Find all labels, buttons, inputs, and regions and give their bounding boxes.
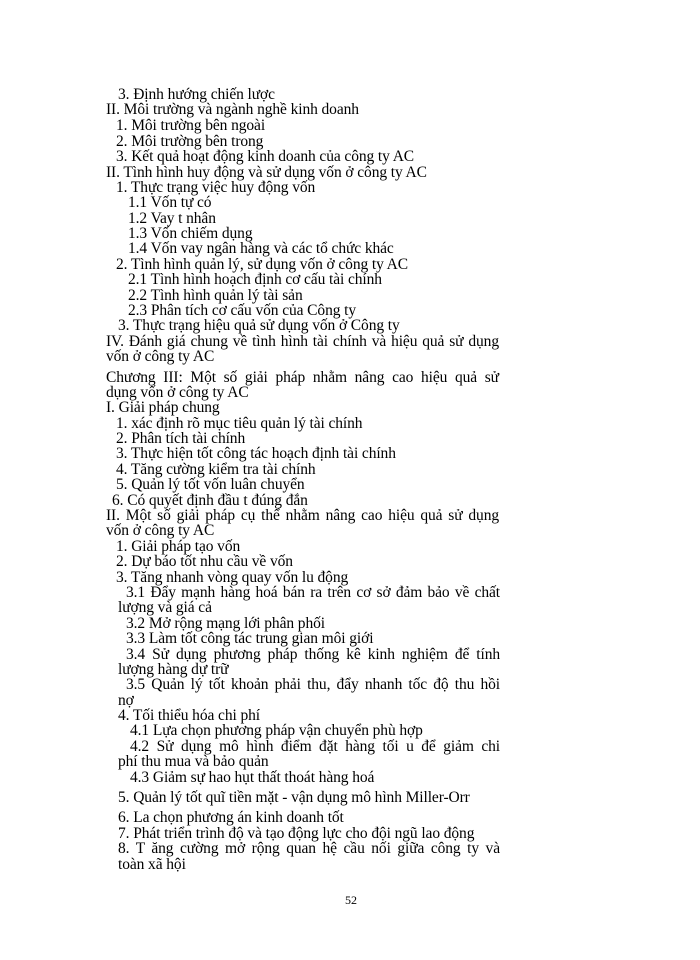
toc-line: 1. Giải pháp tạo vốn bbox=[116, 538, 241, 555]
toc-line: 4.1 Lựa chọn phương pháp vận chuyển phù hợp bbox=[130, 722, 423, 739]
toc-heading-cont: vốn ở công ty AC bbox=[106, 348, 215, 365]
toc-heading: II. Môi trường và ngành nghề kinh doanh bbox=[106, 101, 359, 118]
toc-line: 2.1 Tình hình hoạch định cơ cấu tài chính bbox=[128, 271, 382, 288]
toc-line: 2.3 Phân tích cơ cấu vốn của Công ty bbox=[128, 302, 357, 319]
toc-line-cont: phí thu mua và bảo quản bbox=[118, 753, 269, 770]
toc-line: 3. Kết quả hoạt động kinh doanh của công ty AC bbox=[116, 148, 415, 165]
toc-line: 2. Tình hình quản lý, sử dụng vốn ở công ty AC bbox=[116, 256, 409, 273]
toc-line: 3.1 Đẩy mạnh hàng hoá bán ra trên cơ sở đảm bảo về chất bbox=[126, 584, 500, 601]
toc-line: 1.3 Vốn chiếm dụng bbox=[128, 225, 253, 242]
toc-line: 4. Tăng cường kiểm tra tài chính bbox=[116, 461, 316, 478]
toc-line: 1.2 Vay t nhân bbox=[128, 210, 216, 227]
toc-line: 1. Môi trường bên ngoài bbox=[116, 117, 266, 134]
toc-heading-cont: vốn ở công ty AC bbox=[106, 522, 215, 539]
toc-heading: IV. Đánh giá chung về tình hình tài chính và hiệu quả sử dụng bbox=[106, 333, 499, 350]
toc-line: 4.3 Giảm sự hao hụt thất thoát hàng hoá bbox=[130, 769, 375, 786]
toc-heading: II. Tình hình huy động và sử dụng vốn ở công ty AC bbox=[106, 164, 427, 181]
toc-heading: II. Một số giải pháp cụ thể nhằm nâng cao hiệu quả sử dụng bbox=[106, 507, 499, 524]
toc-line: 5. Quản lý tốt quĩ tiền mặt - vận dụng mô hình Miller-Orr bbox=[118, 789, 470, 806]
toc-line: 3.5 Quản lý tốt khoản phải thu, đẩy nhanh tốc độ thu hồi bbox=[126, 676, 500, 693]
toc-heading: I. Giải pháp chung bbox=[106, 399, 220, 416]
toc-line-cont: toàn xã hội bbox=[118, 856, 186, 873]
chapter-heading-cont: dụng vốn ở công ty AC bbox=[106, 384, 249, 401]
toc-line: 3. Thực hiện tốt công tác hoạch định tài chính bbox=[116, 445, 396, 462]
toc-line: 3.2 Mở rộng mạng lới phân phối bbox=[126, 615, 325, 632]
toc-line: 1.1 Vốn tự có bbox=[128, 194, 212, 211]
toc-line: 3. Định hướng chiến lược bbox=[118, 86, 275, 103]
toc-line: 1.4 Vốn vay ngân hàng và các tổ chức khác bbox=[128, 240, 394, 257]
toc-line: 2. Dự báo tốt nhu cầu về vốn bbox=[116, 553, 293, 570]
toc-line: 6. Có quyết định đầu t đúng đắn bbox=[112, 492, 308, 509]
toc-line: 8. T ăng cường mở rộng quan hệ cầu nối giữa công ty và bbox=[118, 840, 500, 857]
toc-line: 3. Thực trạng hiệu quả sử dụng vốn ở Công ty bbox=[118, 317, 400, 334]
toc-line: 4. Tối thiểu hóa chi phí bbox=[118, 707, 260, 724]
toc-line: 1. xác định rõ mục tiêu quản lý tài chính bbox=[116, 415, 363, 432]
toc-line: 3. Tăng nhanh vòng quay vốn lu động bbox=[116, 569, 349, 586]
toc-line: 6. La chọn phương án kinh doanh tốt bbox=[118, 809, 344, 826]
toc-line: 3.4 Sử dụng phương pháp thống kê kinh nghiệm để tính bbox=[126, 646, 500, 663]
chapter-heading: Chương III: Một số giải pháp nhằm nâng cao hiệu quả sử bbox=[106, 369, 499, 386]
toc-line-cont: lượng và giá cả bbox=[118, 599, 212, 616]
toc-line: 2. Phân tích tài chính bbox=[116, 430, 246, 447]
toc-line: 2. Môi trường bên trong bbox=[116, 133, 264, 150]
page-number: 52 bbox=[345, 893, 357, 907]
toc-line: 2.2 Tình hình quản lý tài sản bbox=[128, 287, 303, 304]
toc-line: 7. Phát triển trình độ và tạo động lực cho đội ngũ lao động bbox=[118, 825, 475, 842]
toc-line: 5. Quản lý tốt vốn luân chuyển bbox=[116, 476, 305, 493]
toc-line-cont: nợ bbox=[118, 692, 134, 709]
toc-line-cont: lượng hàng dự trữ bbox=[118, 661, 229, 678]
toc-line: 4.2 Sử dụng mô hình điểm đặt hàng tối u để giảm chi bbox=[130, 738, 500, 755]
toc-line: 1. Thực trạng việc huy động vốn bbox=[116, 179, 316, 196]
toc-line: 3.3 Làm tốt công tác trung gian môi giới bbox=[126, 630, 374, 647]
